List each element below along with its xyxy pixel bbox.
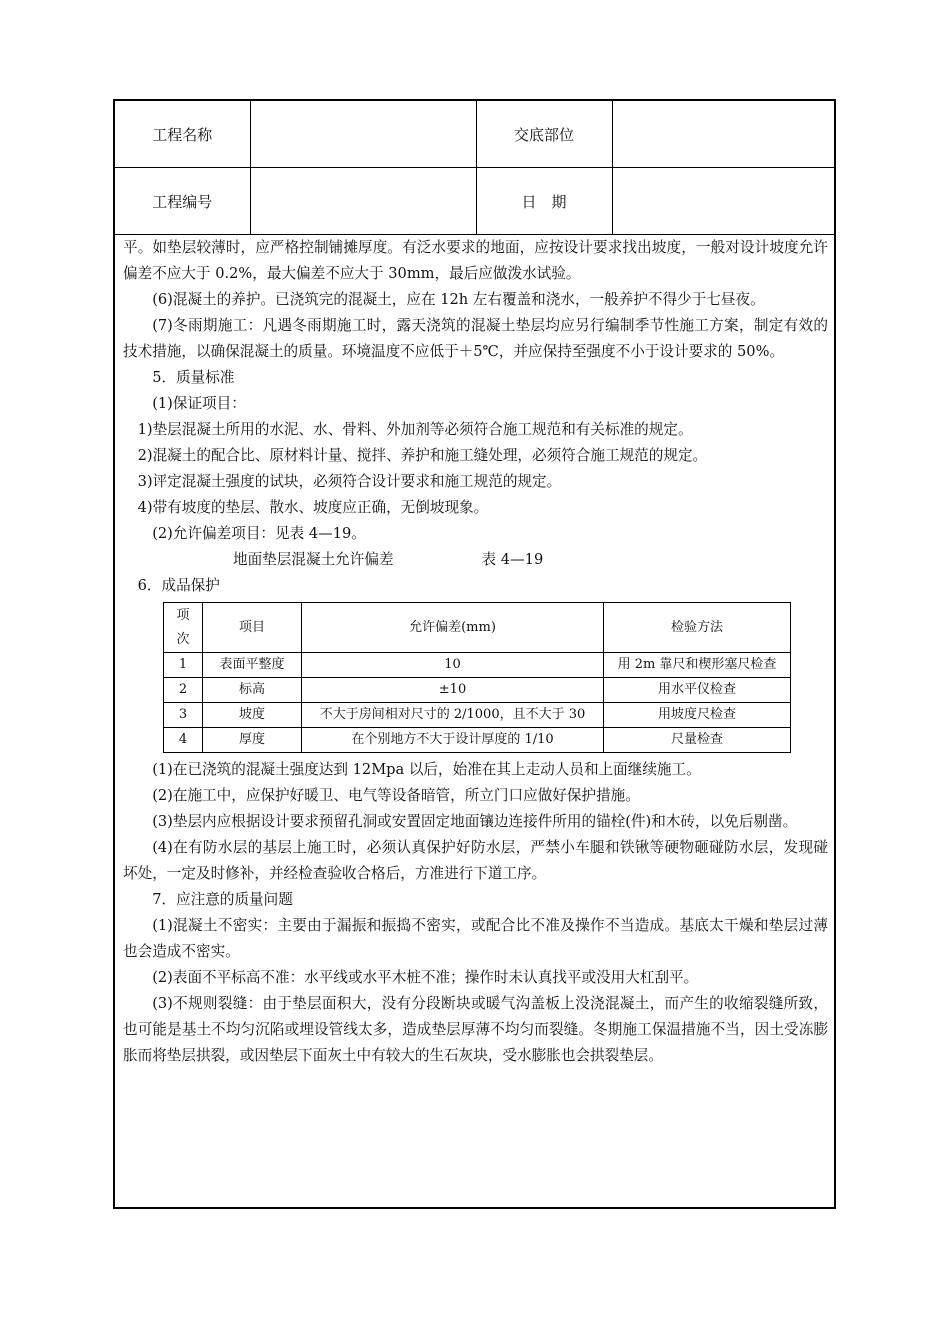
document-body bbox=[123, 235, 828, 1069]
tolerance-table-header bbox=[164, 603, 791, 653]
header-item: 项目 bbox=[203, 603, 302, 653]
table-caption: 地面垫层混凝土允许偏差 bbox=[233, 551, 394, 568]
row-no: 4 bbox=[164, 728, 203, 753]
row-item: 厚度 bbox=[203, 728, 302, 753]
section-6-item-2: (2)在施工中，应保护好暖卫、电气等设备暗管，所立门口应做好保护措施。 bbox=[152, 787, 640, 804]
section-5-item-1-1: 1)垫层混凝土所用的水泥、水、骨料、外加剂等必须符合施工规范和有关标准的规定。 bbox=[137, 421, 693, 438]
row-tolerance: 不大于房间相对尺寸的 2/1000，且不大于 30 bbox=[302, 703, 604, 728]
paragraph-curing: (6)混凝土的养护。已浇筑完的混凝土，应在 12h 左右覆盖和浇水，一般养护不得少于七昼夜。 bbox=[152, 291, 765, 308]
section-5-item-1-4: 4)带有坡度的垫层、散水、坡度应正确，无倒坡现象。 bbox=[137, 499, 489, 516]
table-caption-line bbox=[123, 547, 828, 573]
row-item: 表面平整度 bbox=[203, 653, 302, 678]
section-6-item-4: (4)在有防水层的基层上施工时，必须认真保护好防水层，严禁小车腿和铁锹等硬物砸碰防水层，发现碰坏处，一定及时修补，并经检查验收合格后，方准进行下道工序。 bbox=[123, 839, 828, 882]
project-name-value bbox=[250, 101, 476, 168]
section-6-item-1: (1)在已浇筑的混凝土强度达到 12Mpa 以后，始准在其上走动人员和上面继续施工。 bbox=[152, 761, 701, 778]
section-6-item-3: (3)垫层内应根据设计要求预留孔洞或安置固定地面镶边连接件所用的锚栓(件)和木砖，以免后剔凿。 bbox=[152, 813, 798, 830]
project-no-value bbox=[250, 168, 476, 235]
section-5-item-1-2: 2)混凝土的配合比、原材料计量、搅拌、养护和施工缝处理，必须符合施工规范的规定。 bbox=[137, 447, 708, 464]
section-6-title: 6．成品保护 bbox=[137, 577, 220, 594]
header-row-2 bbox=[115, 168, 834, 235]
row-item: 坡度 bbox=[203, 703, 302, 728]
row-no: 3 bbox=[164, 703, 203, 728]
section-5-item-2: (2)允许偏差项目：见表 4—19。 bbox=[152, 525, 366, 542]
row-method: 用水平仪检查 bbox=[604, 678, 791, 703]
project-no-label: 工程编号 bbox=[115, 168, 250, 235]
table-row bbox=[164, 678, 791, 703]
row-tolerance: 10 bbox=[302, 653, 604, 678]
date-label: 日 期 bbox=[476, 168, 612, 235]
table-row bbox=[164, 728, 791, 753]
table-row bbox=[164, 703, 791, 728]
header-tolerance: 允许偏差(mm) bbox=[302, 603, 604, 653]
tolerance-table bbox=[163, 602, 791, 753]
section-7-item-3: (3)不规则裂缝：由于垫层面积大，没有分段断块或暖气沟盖板上没浇混凝土，而产生的收缩裂缝所致，也可能是基土不均匀沉陷或埋设管线太多，造成垫层厚薄不均匀而裂缝。冬期施工保温措施不当，因土受冻膨胀而将垫层拱裂，或因垫层下面灰土中有较大的生石灰块，受水膨胀也会拱裂垫层。 bbox=[123, 995, 828, 1064]
header-table bbox=[115, 101, 834, 235]
document-frame bbox=[113, 99, 836, 1209]
table-row bbox=[164, 653, 791, 678]
header-item-no: 项次 bbox=[164, 603, 203, 653]
row-method: 用坡度尺检查 bbox=[604, 703, 791, 728]
project-name-label: 工程名称 bbox=[115, 101, 250, 168]
row-no: 1 bbox=[164, 653, 203, 678]
section-5-item-1-3: 3)评定混凝土强度的试块，必须符合设计要求和施工规范的规定。 bbox=[137, 473, 562, 490]
row-item: 标高 bbox=[203, 678, 302, 703]
handover-part-value bbox=[612, 101, 834, 168]
date-value bbox=[612, 168, 834, 235]
paragraph-top: 平。如垫层较薄时，应严格控制铺摊厚度。有泛水要求的地面，应按设计要求找出坡度，一般对设计坡度允许偏差不应大于 0.2%，最大偏差不应大于 30mm，最后应做泼水试验。 bbox=[123, 239, 828, 282]
section-5-item-1: (1)保证项目： bbox=[152, 395, 246, 412]
row-method: 用 2m 靠尺和楔形塞尺检查 bbox=[604, 653, 791, 678]
header-method: 检验方法 bbox=[604, 603, 791, 653]
row-tolerance: 在个别地方不大于设计厚度的 1/10 bbox=[302, 728, 604, 753]
section-7-item-1: (1)混凝土不密实：主要由于漏振和振捣不密实，或配合比不准及操作不当造成。基底太干燥和垫层过薄也会造成不密实。 bbox=[123, 917, 828, 960]
handover-part-label: 交底部位 bbox=[476, 101, 612, 168]
row-method: 尺量检查 bbox=[604, 728, 791, 753]
row-no: 2 bbox=[164, 678, 203, 703]
header-row-1 bbox=[115, 101, 834, 168]
section-5-title: 5．质量标准 bbox=[152, 369, 235, 386]
section-7-title: 7．应注意的质量问题 bbox=[152, 891, 293, 908]
table-number: 表 4—19 bbox=[481, 551, 544, 568]
paragraph-winter: (7)冬雨期施工：凡遇冬雨期施工时，露天浇筑的混凝土垫层均应另行编制季节性施工方案，制定有效的技术措施，以确保混凝土的质量。环境温度不应低于＋5℃，并应保持至强度不小于设计要求的 50%。 bbox=[123, 317, 828, 360]
section-7-item-2: (2)表面不平标高不准：水平线或水平木桩不准；操作时未认真找平或没用大杠刮平。 bbox=[152, 969, 699, 986]
row-tolerance: ±10 bbox=[302, 678, 604, 703]
